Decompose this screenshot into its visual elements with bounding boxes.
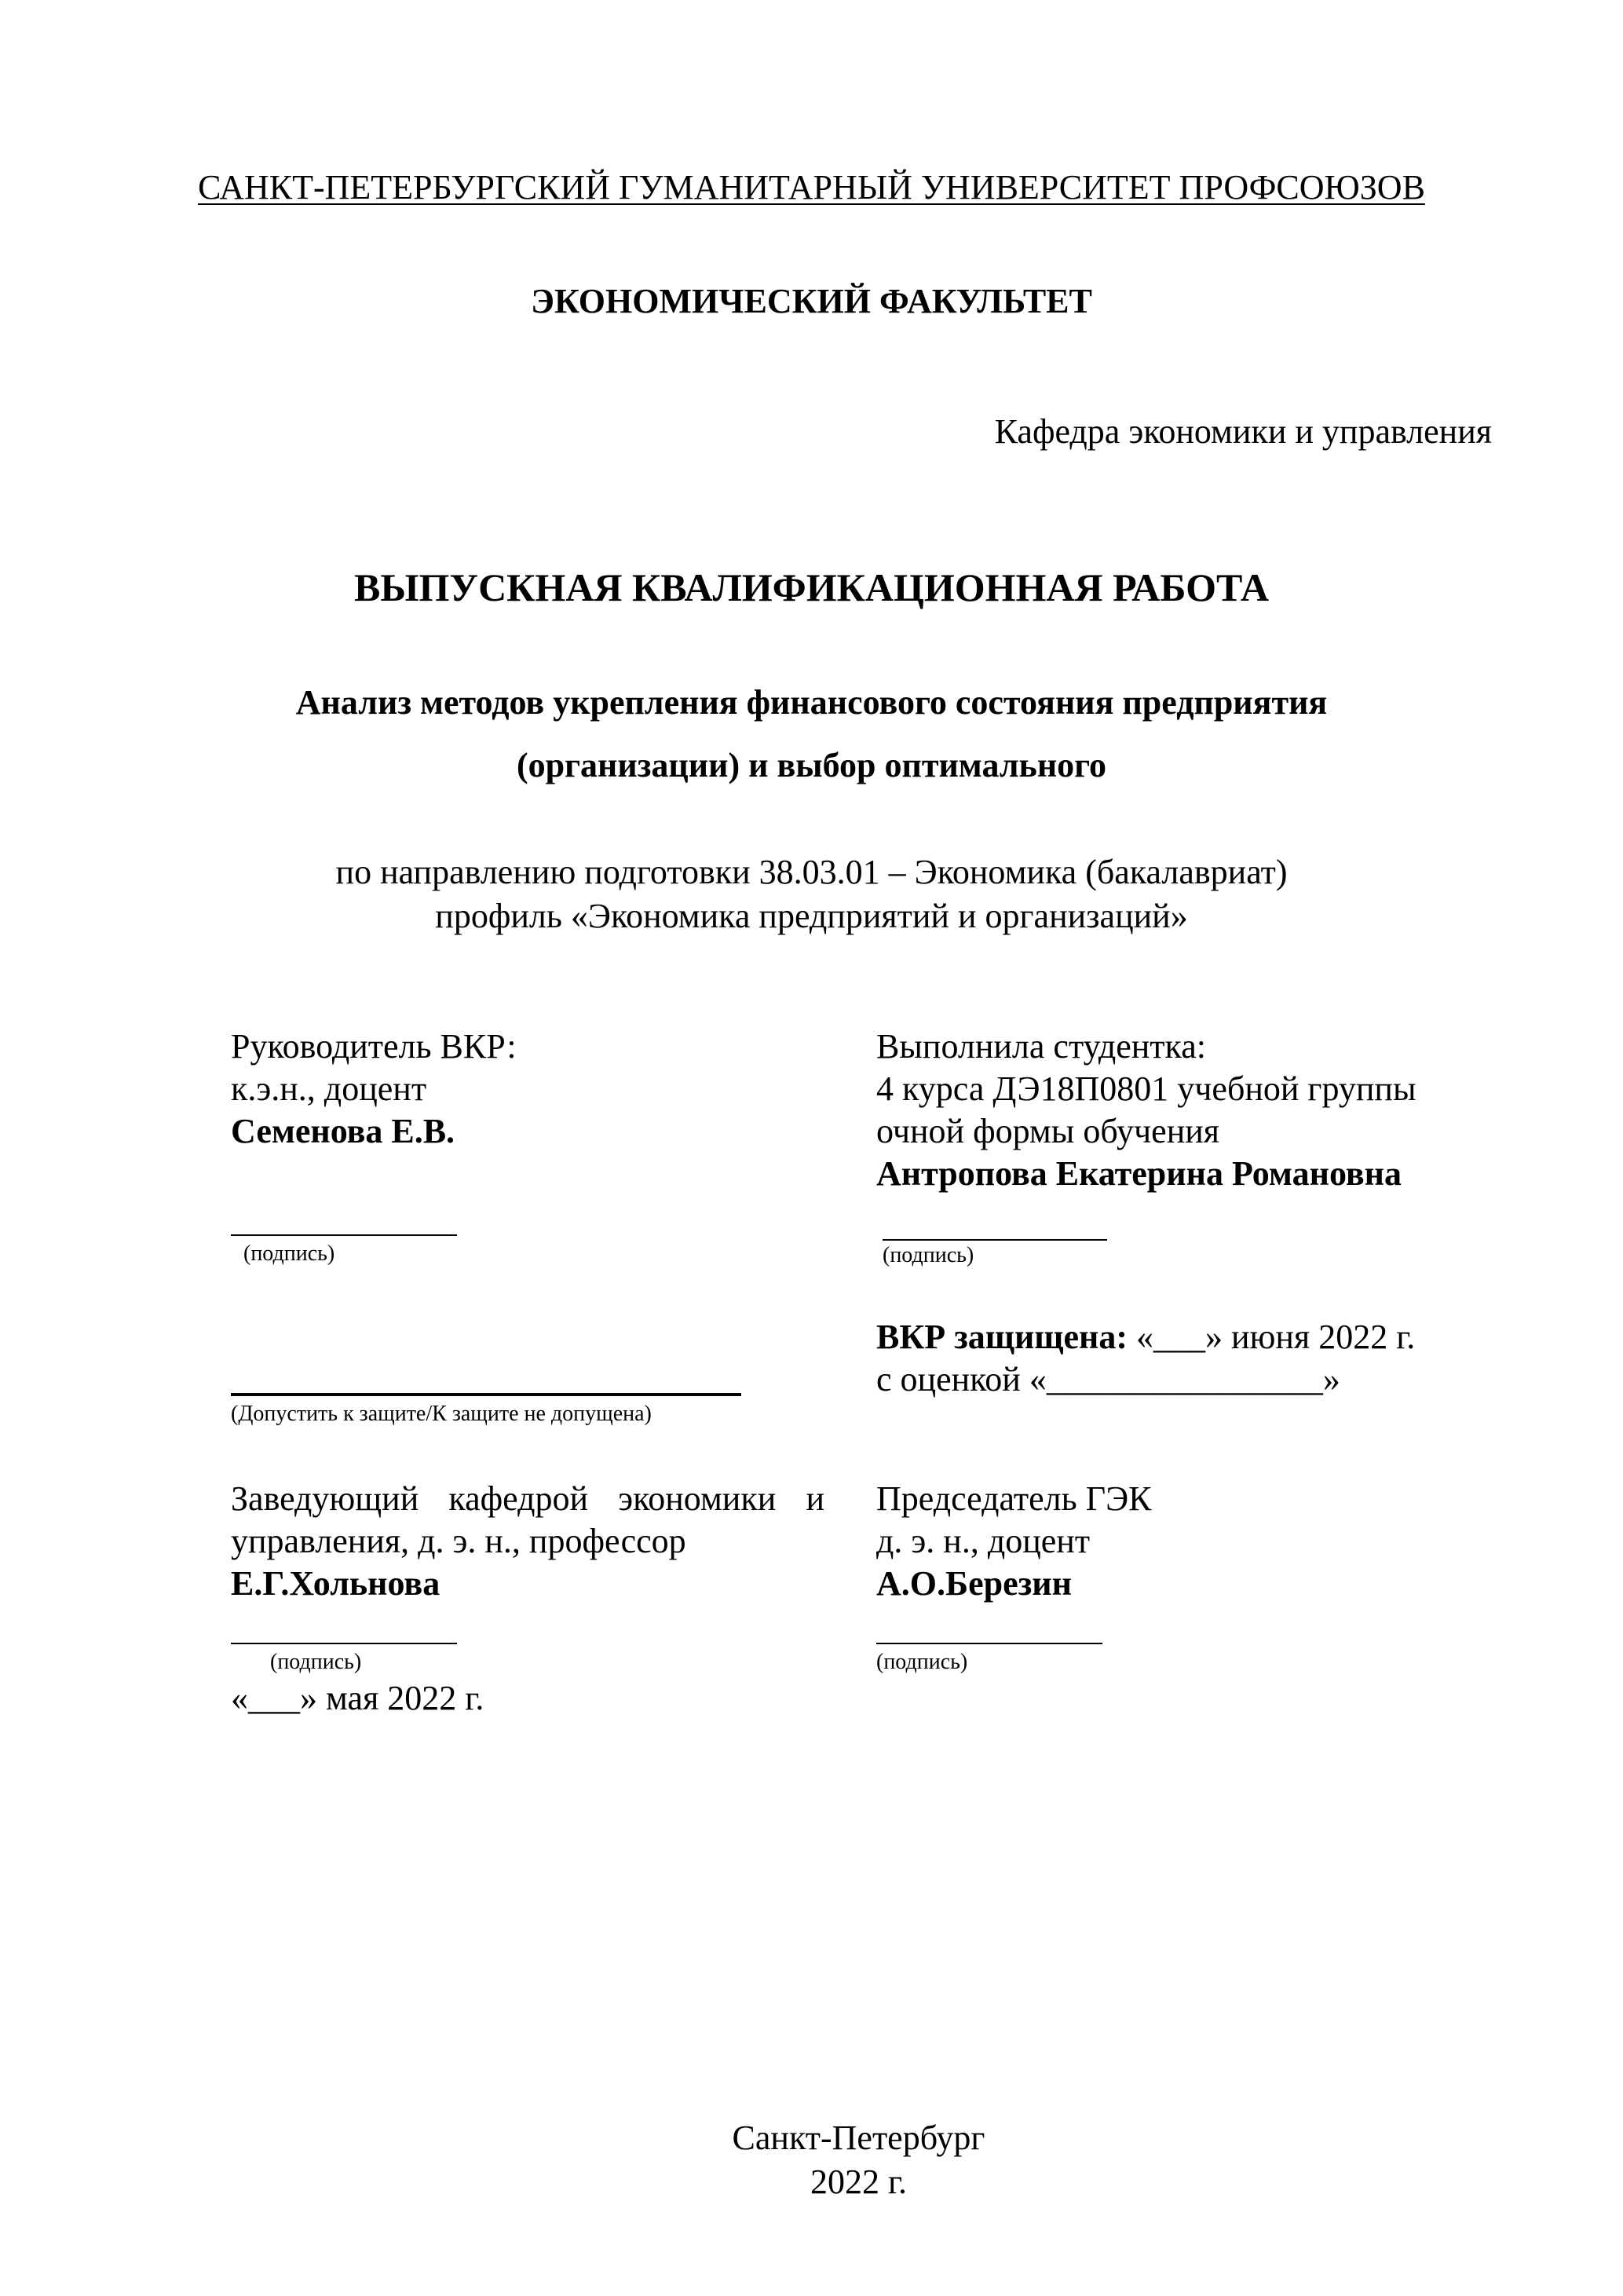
admission-decision-line bbox=[231, 1393, 741, 1396]
department-name: Кафедра экономики и управления bbox=[994, 412, 1492, 451]
student-name: Антропова Екатерина Романовна bbox=[876, 1154, 1402, 1193]
supervisor-block bbox=[231, 1026, 517, 1153]
head-date: «___» мая 2022 г. bbox=[231, 1679, 484, 1717]
defense-grade: с оценкой «________________» bbox=[876, 1360, 1340, 1398]
student-block bbox=[876, 1026, 1416, 1195]
admission-caption: (Допустить к защите/К защите не допущена) bbox=[231, 1402, 652, 1426]
supervisor-name: Семенова Е.В. bbox=[231, 1112, 455, 1150]
head-line-1: Заведующий кафедрой экономики и bbox=[231, 1479, 824, 1518]
head-line-2: управления, д. э. н., профессор bbox=[231, 1522, 686, 1560]
topic-line-1: Анализ методов укрепления финансового состояния предприятия bbox=[295, 683, 1328, 722]
work-type-title: ВЫПУСКНАЯ КВАЛИФИКАЦИОННАЯ РАБОТА bbox=[354, 565, 1269, 609]
supervisor-signature-line bbox=[231, 1234, 457, 1236]
supervisor-label: Руководитель ВКР: bbox=[231, 1027, 517, 1066]
head-name: Е.Г.Хольнова bbox=[231, 1564, 440, 1603]
chairman-label: Председатель ГЭК bbox=[876, 1479, 1152, 1518]
supervisor-signature-caption: (подпись) bbox=[243, 1241, 335, 1266]
direction-line-2: профиль «Экономика предприятий и организаций» bbox=[435, 897, 1188, 935]
footer-year: 2022 г. bbox=[810, 2163, 908, 2201]
student-group: 4 курса ДЭ18П0801 учебной группы bbox=[876, 1069, 1416, 1108]
defense-date: «___» июня 2022 г. bbox=[1128, 1318, 1416, 1356]
head-of-department-block bbox=[231, 1478, 824, 1605]
chairman-signature-line bbox=[876, 1643, 1102, 1644]
student-form: очной формы обучения bbox=[876, 1112, 1220, 1150]
student-label: Выполнила студентка: bbox=[876, 1027, 1206, 1066]
defense-block bbox=[876, 1316, 1415, 1401]
direction-line-1: по направлению подготовки 38.03.01 – Экономика (бакалавриат) bbox=[335, 853, 1288, 891]
chairman-name: А.О.Березин bbox=[876, 1564, 1073, 1603]
chairman-block bbox=[876, 1478, 1152, 1605]
student-signature-caption: (подпись) bbox=[883, 1243, 974, 1267]
head-signature-caption: (подпись) bbox=[270, 1650, 362, 1674]
chairman-signature-caption: (подпись) bbox=[876, 1650, 968, 1674]
student-signature-line bbox=[883, 1239, 1107, 1241]
university-name: САНКТ-ПЕТЕРБУРГСКИЙ ГУМАНИТАРНЫЙ УНИВЕРСИТЕТ ПРОФСОЮЗОВ bbox=[198, 168, 1425, 207]
topic-line-2: (организации) и выбор оптимального bbox=[516, 746, 1107, 784]
faculty-name: ЭКОНОМИЧЕСКИЙ ФАКУЛЬТЕТ bbox=[531, 282, 1092, 320]
head-signature-line bbox=[231, 1643, 457, 1644]
footer-city: Санкт-Петербург bbox=[732, 2119, 985, 2157]
chairman-degree: д. э. н., доцент bbox=[876, 1522, 1091, 1560]
defense-label: ВКР защищена: bbox=[876, 1318, 1128, 1356]
supervisor-degree: к.э.н., доцент bbox=[231, 1069, 427, 1108]
